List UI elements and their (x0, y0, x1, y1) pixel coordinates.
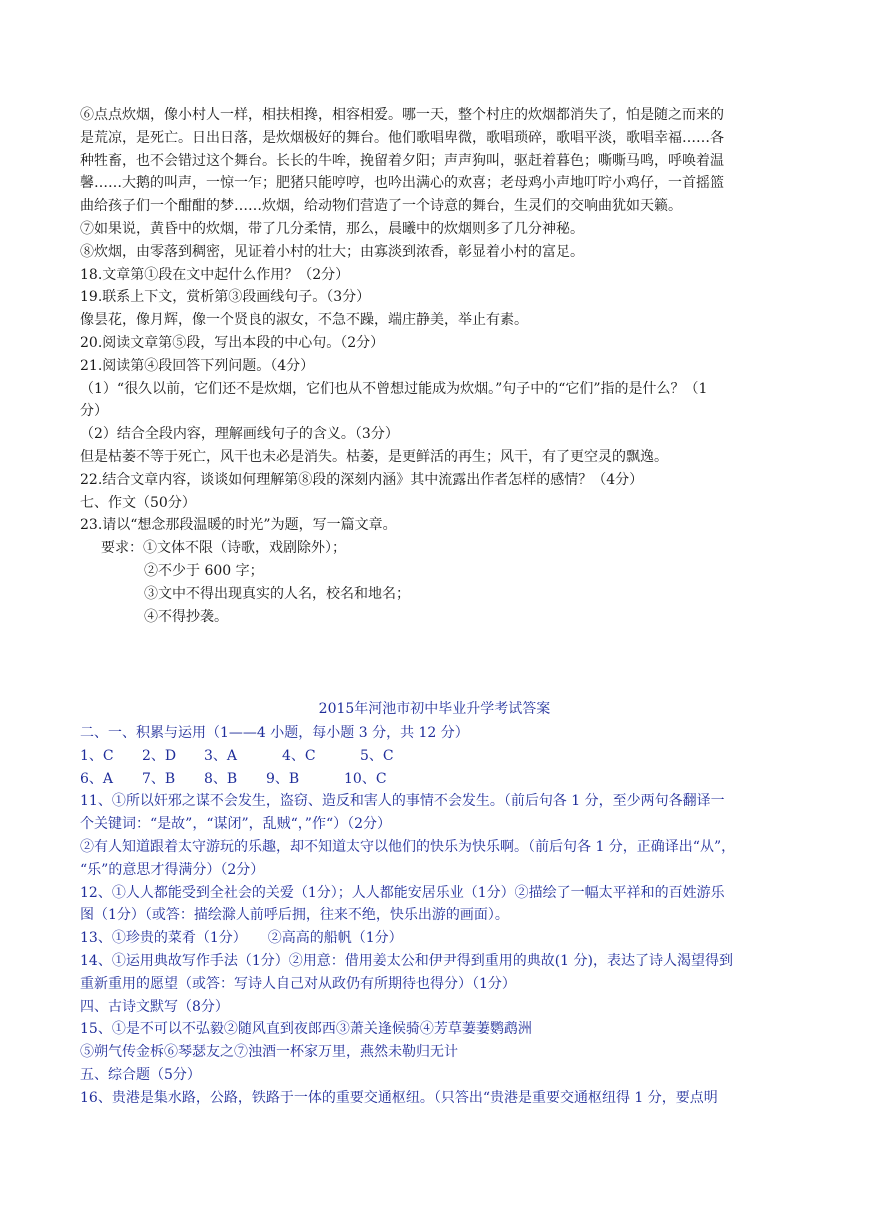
question-18: 18.文章第①段在文中起什么作用？（2分） (80, 266, 350, 283)
quoted-sentence: 但是枯萎不等于死亡，风干也未必是消失。枯萎，是更鲜活的再生；风干，有了更空灵的飘逸。 (80, 448, 668, 465)
text-line: 种牲畜，也不会错过这个舞台。长长的牛哞，挽留着夕阳；声声狗叫，驱赶着暮色；嘶嘶马鸣，呼唤着温 (80, 152, 724, 169)
choice-answer: 4、C (282, 747, 316, 764)
answer-line: 个关键词：“是故”，“谋闭”，乱贼“，”作“）（2分） (80, 816, 392, 833)
choice-answer: 8、B (204, 770, 238, 787)
choice-answer: 2、D (142, 747, 177, 764)
text-line: ⑧炊烟，由零落到稠密，见证着小村的壮大；由寡淡到浓香，彰显着小村的富足。 (80, 243, 584, 260)
question-22: 22.结合文章内容，谈谈如何理解第⑧段的深刻内涵》其中流露出作者怎样的感情？（4分） (80, 471, 644, 488)
choice-answer: 1、C (80, 747, 114, 764)
choice-answers-row (80, 768, 792, 791)
answer-line: 11、①所以奸邪之谋不会发生，盗窃、造反和害人的事情不会发生。（前后句各 1 分，至少两句各翻译一 (80, 793, 725, 810)
choice-answer: 9、B (266, 770, 300, 787)
answer-line: 13、①珍贵的菜肴（1分） ②高高的船帆（1分） (80, 930, 403, 947)
choice-answer: 5、C (360, 747, 394, 764)
answer-line: “乐”的意思才得满分）（2分） (80, 861, 265, 878)
text-line: 曲给孩子们一个酣酣的梦……炊烟，给动物们营造了一个诗意的舞台，生灵们的交响曲犹如天籁。 (80, 198, 682, 215)
requirements-label: 要求：①文体不限（诗歌，戏剧除外）； (101, 540, 346, 557)
section-heading: 五、综合题（5分） (80, 1066, 201, 1083)
choice-answer: 3、A (204, 747, 238, 764)
requirement-item: ④不得抄袭。 (144, 608, 228, 625)
text-line: 分） (80, 403, 108, 420)
question-23: 23.请以“想念那段温暖的时光”为题，写一篇文章。 (80, 517, 397, 534)
answer-line: 图（1分）（或答：描绘滁人前呼后拥，往来不绝，快乐出游的画面）。 (80, 907, 509, 924)
answer-line: 重新重用的愿望（或答：写诗人自己对从政仍有所期待也得分）（1分） (80, 975, 516, 992)
requirement-item: ②不少于 600 字； (144, 562, 264, 579)
answer-key-title: 2015年河池市初中毕业升学考试答案 (318, 701, 551, 717)
choice-answer: 10、C (344, 770, 387, 787)
question-21-2: （2）结合全段内容，理解画线句子的含义。（3分） (80, 426, 399, 443)
question-19: 19.联系上下文，赏析第③段画线句子。（3分） (80, 289, 371, 306)
requirement-item: ③文中不得出现真实的人名，校名和地名； (144, 585, 410, 602)
text-line: ⑦如果说，黄昏中的炊烟，带了几分柔情，那么，晨曦中的炊烟则多了几分神秘。 (80, 220, 584, 237)
question-20: 20.阅读文章第⑤段，写出本段的中心句。（2分） (80, 334, 385, 351)
quoted-sentence: 像昙花，像月辉，像一个贤良的淑女，不急不躁，端庄静美，举止有素。 (80, 312, 528, 329)
answer-line: 16、贵港是集水路，公路，铁路于一体的重要交通枢纽。（只答出“贵港是重要交通枢纽得 1 分，要点明 (80, 1089, 718, 1106)
section-heading: 二、一、积累与运用（1——4 小题，每小题 3 分，共 12 分） (80, 725, 469, 741)
section-heading-composition: 七、作文（50分） (80, 494, 196, 511)
reading-questions-section (80, 104, 792, 628)
section-heading: 四、古诗文默写（8分） (80, 998, 229, 1015)
answer-line: 15、①是不可以不弘毅②随风直到夜郎西③萧关逢候骑④芳草萋萋鹦鹉洲 (80, 1021, 532, 1038)
choice-answer: 7、B (142, 770, 176, 787)
answer-line: 12、①人人都能受到全社会的关爱（1分）；人人都能安居乐业（1分）②描绘了一幅太平祥和的百姓游乐 (80, 884, 725, 901)
answer-line: 14、①运用典故写作手法（1分）②用意：借用姜太公和伊尹得到重用的典故(1 分)，表达了诗人渴望得到 (80, 952, 734, 969)
question-21-1: （1）“很久以前，它们还不是炊烟，它们也从不曾想过能成为炊烟。”句子中的“它们”指的是什么？（1 (80, 380, 708, 397)
question-21: 21.阅读第④段回答下列问题。（4分） (80, 357, 315, 374)
choice-answer: 6、A (80, 770, 114, 787)
choice-answers-row (80, 745, 792, 768)
text-line: 馨……大鹅的叫声，一惊一乍；肥猪只能哼哼，也吟出满心的欢喜；老母鸡小声地叮咛小鸡仔，一首摇篮 (80, 175, 724, 192)
text-line: ⑥点点炊烟，像小村人一样，相扶相搀，相容相爱。哪一天，整个村庄的炊烟都消失了，怕是随之而来的 (80, 107, 724, 123)
answer-line: ②有人知道跟着太守游玩的乐趣，却不知道太守以他们的快乐为快乐啊。（前后句各 1 分，正确译出“从”， (80, 838, 736, 855)
text-line: 是荒凉，是死亡。日出日落，是炊烟极好的舞台。他们歌唱卑微，歌唱琐碎，歌唱平淡，歌唱幸福……各 (80, 129, 724, 146)
answer-key-section (80, 722, 792, 1110)
answer-line: ⑤朔气传金柝⑥琴瑟友之⑦浊酒一杯家万里，燕然未勒归无计 (80, 1044, 458, 1061)
